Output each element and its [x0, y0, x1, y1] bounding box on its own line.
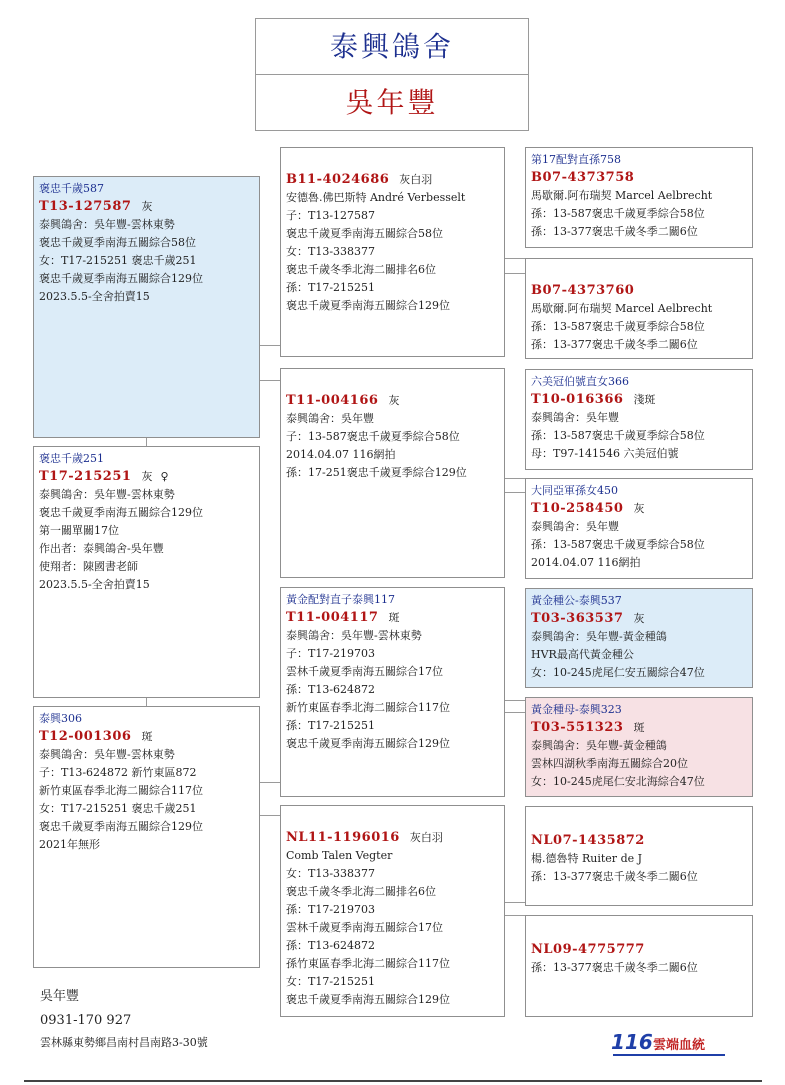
info-line: 子：13-587褒忠千歲夏季綜合58位 — [286, 430, 460, 443]
info-line: 孫：T13-624872 — [286, 939, 376, 952]
info-line: 女：T17-215251 — [286, 975, 376, 988]
sire-sire-pigeon[interactable] — [280, 147, 505, 357]
ring-number: T11-004166 — [286, 393, 379, 408]
pigeon-name: 黃金配對直子泰興117 — [286, 593, 395, 606]
pigeon-name: 第17配對直孫758 — [531, 153, 621, 166]
feather-color: 灰 — [388, 394, 400, 407]
info-line: 新竹東區春季北海二關綜合117位 — [39, 784, 203, 797]
connector — [260, 782, 280, 783]
info-line: 雲林千歲夏季南海五關綜合17位 — [286, 665, 443, 678]
info-line: 孫：13-377褒忠千歲冬季二關6位 — [531, 338, 698, 351]
info-line: 孫：13-587褒忠千歲夏季綜合58位 — [531, 538, 705, 551]
info-line: HVR最高代黃金種公 — [531, 648, 634, 661]
info-line: 馬歇爾.阿布瑞契 Marcel Aelbrecht — [531, 189, 713, 202]
ancestor-box[interactable] — [525, 915, 753, 1017]
pigeon-name: 泰興306 — [39, 712, 82, 725]
bottom-divider — [24, 1080, 762, 1082]
contact-footer — [40, 985, 208, 1053]
info-line: 孫：13-377褒忠千歲冬季二關6位 — [531, 870, 698, 883]
subject-pigeon[interactable] — [33, 176, 260, 438]
feather-color: 灰 — [141, 200, 153, 213]
connector — [505, 700, 525, 701]
footer-phone: 0931-170 927 — [40, 1013, 132, 1028]
female-icon: ♀ — [160, 470, 169, 483]
ring-number: NL07-1435872 — [531, 833, 645, 848]
pigeon-name: 黃金種公-泰興537 — [531, 594, 622, 607]
info-line: 馬歇爾.阿布瑞契 Marcel Aelbrecht — [531, 302, 713, 315]
info-line: 作出者：泰興鴿舍-吳年豐 — [39, 542, 164, 555]
info-line: 泰興鴿舍：吳年豐-黃金種鴿 — [531, 739, 667, 752]
info-line: 使翔者：陳國書老師 — [39, 560, 138, 573]
info-line: 泰興鴿舍：吳年豐-雲林東勢 — [39, 748, 175, 761]
feather-color: 淺斑 — [633, 393, 656, 406]
ancestor-box[interactable] — [525, 369, 753, 470]
ring-number: T17-215251 — [39, 469, 132, 484]
info-line: 孫竹東區春季北海二關綜合117位 — [286, 957, 450, 970]
feather-color: 灰 — [633, 612, 645, 625]
info-line: 雲林四湖秋季南海五關綜合20位 — [531, 757, 688, 770]
feather-color: 灰白羽 — [409, 831, 443, 844]
info-line: 泰興鴿舍：吳年豐 — [286, 412, 374, 425]
info-line: 褒忠千歲夏季南海五關綜合129位 — [286, 737, 450, 750]
pigeon-name: 黃金種母-泰興323 — [531, 703, 622, 716]
sire-dam-pigeon[interactable] — [280, 368, 505, 578]
info-line: 泰興鴿舍：吳年豐-黃金種鴿 — [531, 630, 667, 643]
owner-name: 吳年豐 — [345, 86, 439, 119]
info-line: 孫：T13-624872 — [286, 683, 376, 696]
info-line: 子：T17-219703 — [286, 647, 376, 660]
ring-number: T03-363537 — [531, 611, 624, 626]
logo-text: 雲端血統 — [653, 1038, 706, 1053]
info-line: 安德魯.佛巴斯特 André Verbesselt — [286, 191, 466, 204]
connector — [260, 815, 280, 816]
info-line: 泰興鴿舍：吳年豐 — [531, 520, 619, 533]
ring-number: NL11-1196016 — [286, 830, 400, 845]
info-line: 女：T13-338377 — [286, 867, 376, 880]
info-line: 褒忠千歲夏季南海五關綜合129位 — [286, 299, 450, 312]
footer-owner: 吳年豐 — [40, 989, 80, 1004]
info-line: Comb Talen Vegter — [286, 849, 393, 862]
pigeon-name: 大同亞軍孫女450 — [531, 484, 618, 497]
feather-color: 灰 — [633, 502, 645, 515]
connector — [505, 915, 525, 916]
feather-color: 斑 — [388, 611, 400, 624]
info-line: 孫：13-377褒忠千歲冬季二關6位 — [531, 961, 698, 974]
info-line: 泰興鴿舍：吳年豐 — [531, 411, 619, 424]
dam-dam-pigeon[interactable] — [280, 805, 505, 1017]
ancestor-box[interactable] — [525, 697, 753, 797]
feather-color: 斑 — [633, 721, 645, 734]
feather-color: 灰白羽 — [399, 173, 433, 186]
connector — [505, 902, 525, 903]
info-line: 女：10-245虎尾仁安五關綜合47位 — [531, 666, 705, 679]
pigeon-name: 六美冠伯號直女366 — [531, 375, 629, 388]
ring-number: T03-551323 — [531, 720, 624, 735]
brand-logo — [611, 1030, 741, 1056]
dam-pigeon[interactable] — [33, 706, 260, 968]
info-line: 褒忠千歲冬季北海二關排名6位 — [286, 885, 436, 898]
connector — [505, 712, 525, 713]
info-line: 褒忠千歲夏季南海五關綜合129位 — [39, 272, 203, 285]
connector — [146, 438, 147, 446]
logo-number: 116 — [611, 1030, 653, 1054]
pigeon-name: 褒忠千歲251 — [39, 452, 104, 465]
ancestor-box[interactable] — [525, 478, 753, 579]
info-line: 2014.04.07 116網拍 — [531, 556, 641, 569]
ring-number: T11-004117 — [286, 610, 379, 625]
ancestor-box[interactable] — [525, 806, 753, 906]
ring-number: T10-016366 — [531, 392, 624, 407]
ring-number: B07-4373760 — [531, 283, 635, 298]
info-line: 2014.04.07 116網拍 — [286, 448, 396, 461]
connector — [505, 478, 525, 479]
info-line: 2021年無形 — [39, 838, 100, 851]
info-line: 褒忠千歲夏季南海五關綜合58位 — [39, 236, 196, 249]
connector — [260, 380, 280, 381]
info-line: 孫：13-377褒忠千歲冬季二關6位 — [531, 225, 698, 238]
ring-number: T10-258450 — [531, 501, 624, 516]
info-line: 新竹東區春季北海二關綜合117位 — [286, 701, 450, 714]
info-line: 第一關單關17位 — [39, 524, 119, 537]
info-line: 女：T13-338377 — [286, 245, 376, 258]
info-line: 2023.5.5-全舍拍賣15 — [39, 578, 150, 591]
subject-pigeon-2[interactable] — [33, 446, 260, 698]
connector — [146, 698, 147, 706]
info-line: 孫：13-587褒忠千歲夏季綜合58位 — [531, 207, 705, 220]
ring-number: B07-4373758 — [531, 170, 635, 185]
pedigree-header — [255, 18, 529, 131]
info-line: 孫：T17-215251 — [286, 719, 376, 732]
connector — [260, 345, 280, 346]
connector — [505, 273, 525, 274]
info-line: 孫：17-251褒忠千歲夏季綜合129位 — [286, 466, 467, 479]
pigeon-name: 褒忠千歲587 — [39, 182, 104, 195]
info-line: 褒忠千歲夏季南海五關綜合58位 — [286, 227, 443, 240]
info-line: 泰興鴿舍：吳年豐-雲林東勢 — [39, 488, 175, 501]
info-line: 褒忠千歲夏季南海五關綜合129位 — [286, 993, 450, 1006]
feather-color: 灰 — [141, 470, 153, 483]
logo-underline — [613, 1054, 725, 1056]
footer-address: 雲林縣東勢鄉昌南村昌南路3-30號 — [40, 1036, 208, 1049]
info-line: 女：10-245虎尾仁安北海綜合47位 — [531, 775, 705, 788]
info-line: 孫：13-587褒忠千歲夏季綜合58位 — [531, 320, 705, 333]
info-line: 褒忠千歲冬季北海二關排名6位 — [286, 263, 436, 276]
ring-number: B11-4024686 — [286, 172, 390, 187]
ring-number: NL09-4775777 — [531, 942, 645, 957]
ancestor-box[interactable] — [525, 258, 753, 359]
ring-number: T13-127587 — [39, 199, 132, 214]
feather-color: 斑 — [141, 730, 153, 743]
info-line: 孫：13-587褒忠千歲夏季綜合58位 — [531, 429, 705, 442]
info-line: 子：T13-127587 — [286, 209, 376, 222]
dam-sire-pigeon[interactable] — [280, 587, 505, 797]
connector — [505, 258, 525, 259]
info-line: 褒忠千歲夏季南海五關綜合129位 — [39, 506, 203, 519]
ancestor-box[interactable] — [525, 588, 753, 688]
loft-name: 泰興鴿舍 — [256, 19, 528, 75]
info-line: 孫：T17-215251 — [286, 281, 376, 294]
info-line: 女：T17-215251 褒忠千歲251 — [39, 254, 197, 267]
info-line: 雲林千歲夏季南海五關綜合17位 — [286, 921, 443, 934]
info-line: 孫：T17-219703 — [286, 903, 376, 916]
info-line: 褒忠千歲夏季南海五關綜合129位 — [39, 820, 203, 833]
info-line: 楊.德魯特 Ruiter de J — [531, 852, 643, 865]
info-line: 母：T97-141546 六美冠伯號 — [531, 447, 679, 460]
info-line: 泰興鴿舍：吳年豐-雲林東勢 — [286, 629, 422, 642]
info-line: 子：T13-624872 新竹東區872 — [39, 766, 197, 779]
ring-number: T12-001306 — [39, 729, 132, 744]
connector — [505, 492, 525, 493]
info-line: 女：T17-215251 褒忠千歲251 — [39, 802, 197, 815]
ancestor-box[interactable] — [525, 147, 753, 248]
info-line: 2023.5.5-全舍拍賣15 — [39, 290, 150, 303]
info-line: 泰興鴿舍：吳年豐-雲林東勢 — [39, 218, 175, 231]
